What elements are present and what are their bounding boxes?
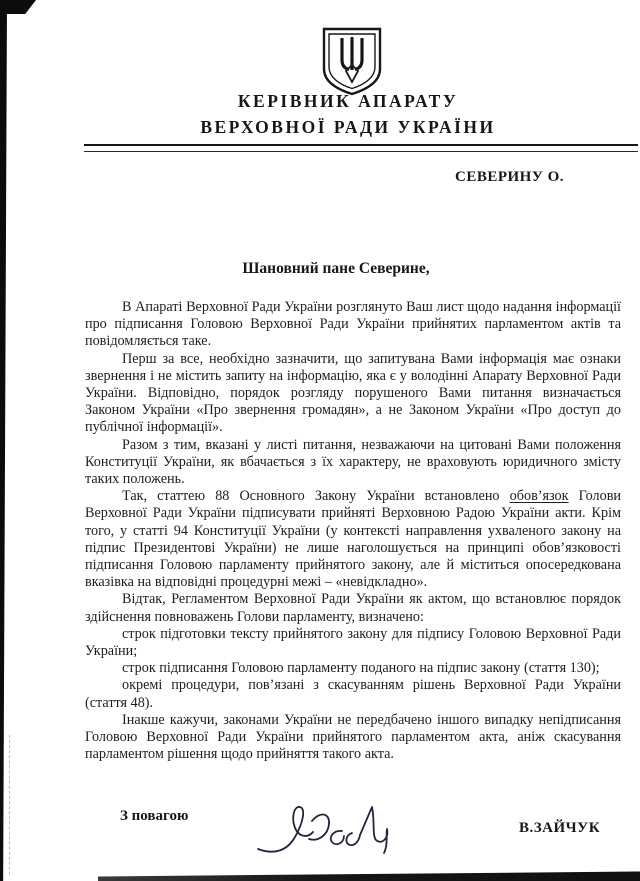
paragraph: Інакше кажучи, законами України не передбачено іншого випадку непідписання Головою Верховної Ради України прийнятого парламентом акта, аніж скасування парламентом рішення щодо прийняття такого акта. [85, 711, 621, 763]
ukraine-trident-emblem-icon [320, 27, 384, 97]
paragraph-segment: Так, статтею 88 Основного Закону України встановлено [122, 488, 510, 505]
paragraph: В Апараті Верховної Ради України розглянуто Ваш лист щодо надання інформації про підписання Головою Верховної Ради України прийнятих парламентом актів та повідомляється таке. [85, 299, 621, 350]
underlined-term: обов’язок [509, 488, 569, 505]
letterhead-title-line2: ВЕРХОВНОЇ РАДИ УКРАЇНИ [200, 117, 496, 137]
scan-edge-strip [0, 0, 7, 881]
signer-name: В.ЗАЙЧУК [519, 820, 601, 836]
salutation: Шановний пане Северине, [242, 260, 430, 277]
scan-corner-notch [0, 0, 36, 14]
letterhead-divider [84, 144, 638, 152]
list-item-paragraph: окремі процедури, пов’язані з скасуванням рішень Верховної Ради України (стаття 48). [85, 677, 621, 711]
addressee: СЕВЕРИНУ О. [455, 169, 565, 185]
paragraph [85, 488, 621, 591]
paragraph: Перш за все, необхідно зазначити, що запитувана Вами інформація має ознаки звернення і не містить запиту на інформацію, яка є у володінні Апарату Верховної Ради України. Відповідно, порядок розгляду порушеного Вами питання визначається Законом України «Про звернення громадян», а не Законом України «Про доступ до публічної інформації». [85, 350, 621, 436]
paragraph: Разом з тим, вказані у листі питання, незважаючи на цитовані Вами положення Конституції України, як вбачається з їх характеру, не враховують юридичного змісту таких положень. [85, 436, 621, 488]
list-item-paragraph: строк підписання Головою парламенту поданого на підпис закону (стаття 130); [122, 660, 600, 677]
list-item-paragraph: строк підготовки тексту прийнятого закону для підпису Головою Верховної Ради України; [85, 625, 621, 660]
scan-bottom-band [98, 871, 640, 881]
letter-body [85, 260, 621, 763]
letterhead-title [88, 88, 608, 140]
letterhead-title-line1: КЕРІВНИК АПАРАТУ [237, 91, 459, 111]
handwritten-signature [256, 799, 432, 861]
scan-dashed-artifact [9, 735, 10, 875]
paragraph: Відтак, Регламентом Верховної Ради України як актом, що встановлює порядок здійснення повноважень Голови парламенту, визначено: [85, 591, 621, 625]
paragraph-segment: Голови Верховної Ради України підписувати прийняті Верховною Радою України акти. Крім того, у статті 94 Конституції України (у контексті направлення ухваленого закону на підпис Президентові України) не лише наголошується на принципі обов’язковості підписання Головою парламенту прийнятого закону, але й міститься опосередкована вказівка на відповідні процедурні межі – «невідкладно». [85, 488, 622, 591]
valediction: З повагою [120, 808, 189, 824]
